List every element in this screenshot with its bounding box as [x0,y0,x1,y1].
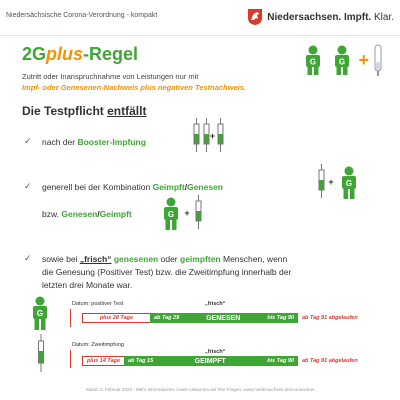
person-letter: G [167,210,175,219]
item-booster: nach der Booster-Impfung [42,137,146,147]
page-title: 2Gplus-Regel [22,44,139,64]
intro-line-2: Impf- oder Genesenen-Nachweis plus negativen Testnachweis. [22,83,246,92]
checkmark-icon: ✓ [24,253,32,263]
item-frisch-line-2: die Genesung (Positiver Test) bzw. die Zweitimpfung innerhalb der [42,267,292,277]
person-letter: G [36,309,44,318]
timeline2-waiting-bar: plus 14 Tage [82,356,124,366]
plus-sign: + [328,177,334,187]
item-frisch: sowie bei „frisch“ genesenen oder geimpften Menschen, wenn [42,254,288,264]
timeline2-label: Datum: Zweitimpfung [72,342,124,348]
section-heading: Die Testpflicht entfällt [22,104,147,118]
brand-text: Niedersachsen. Impft. Klar. [267,11,394,23]
plus-sign: + [209,131,216,141]
person-letter: G [339,57,346,67]
three-syringes-icon [192,118,236,158]
item-combination: generell bei der Kombination Geimpft/Genesen [42,182,223,192]
test-tube-icon [372,44,384,76]
timeline1-waiting-bar: plus 28 Tage [82,313,150,323]
timeline2-frisch: „frisch“ [205,349,226,355]
timeline2-expired-text: ab Tag 91 abgelaufen [302,358,358,364]
item-frisch-line-3: letzten drei Monate war. [42,280,133,290]
checkmark-icon: ✓ [24,136,32,146]
checkmark-icon: ✓ [24,181,32,191]
brand-logo [247,8,394,26]
person-g-icon [28,296,52,330]
timeline1-start-marker [70,309,71,327]
syringe-plus-person-icon [316,164,366,204]
plus-sign: + [358,49,369,70]
plus-sign: + [184,208,190,218]
horse-crest-icon [247,8,263,26]
header-bar [0,0,400,36]
intro-line-1: Zutritt oder Inanspruchnahme von Leistungen nur mit [22,72,199,81]
timeline2-start-marker [70,350,71,368]
header-subtitle: Niedersächsische Corona-Verordnung - kompakt [6,12,158,19]
timeline1-frisch: „frisch“ [205,301,226,307]
item-combination-reverse: bzw. Genesen/Geimpft [42,209,132,219]
rule-icons [300,44,384,76]
timeline1-expired-text: ab Tag 91 abgelaufen [302,315,358,321]
person-g-icon [300,45,326,75]
footer-text: Stand: 2. Februar 2022 - Mehr Informationen sowie Antworten auf Ihre Fragen: www.niedersachsen.de/coronavirus [85,387,315,392]
person-letter: G [310,57,317,67]
person-g-icon [329,45,355,75]
timeline2-valid-bar: ab Tag 15 GEIMPFT bis Tag 90 [124,356,298,366]
syringe-icon [34,334,48,374]
timeline1-valid-bar: ab Tag 29 GENESEN bis Tag 90 [150,313,298,323]
person-plus-syringe-icon [160,195,210,235]
person-letter: G [345,179,353,188]
timeline1-label: Datum: positiver Test [72,301,124,307]
